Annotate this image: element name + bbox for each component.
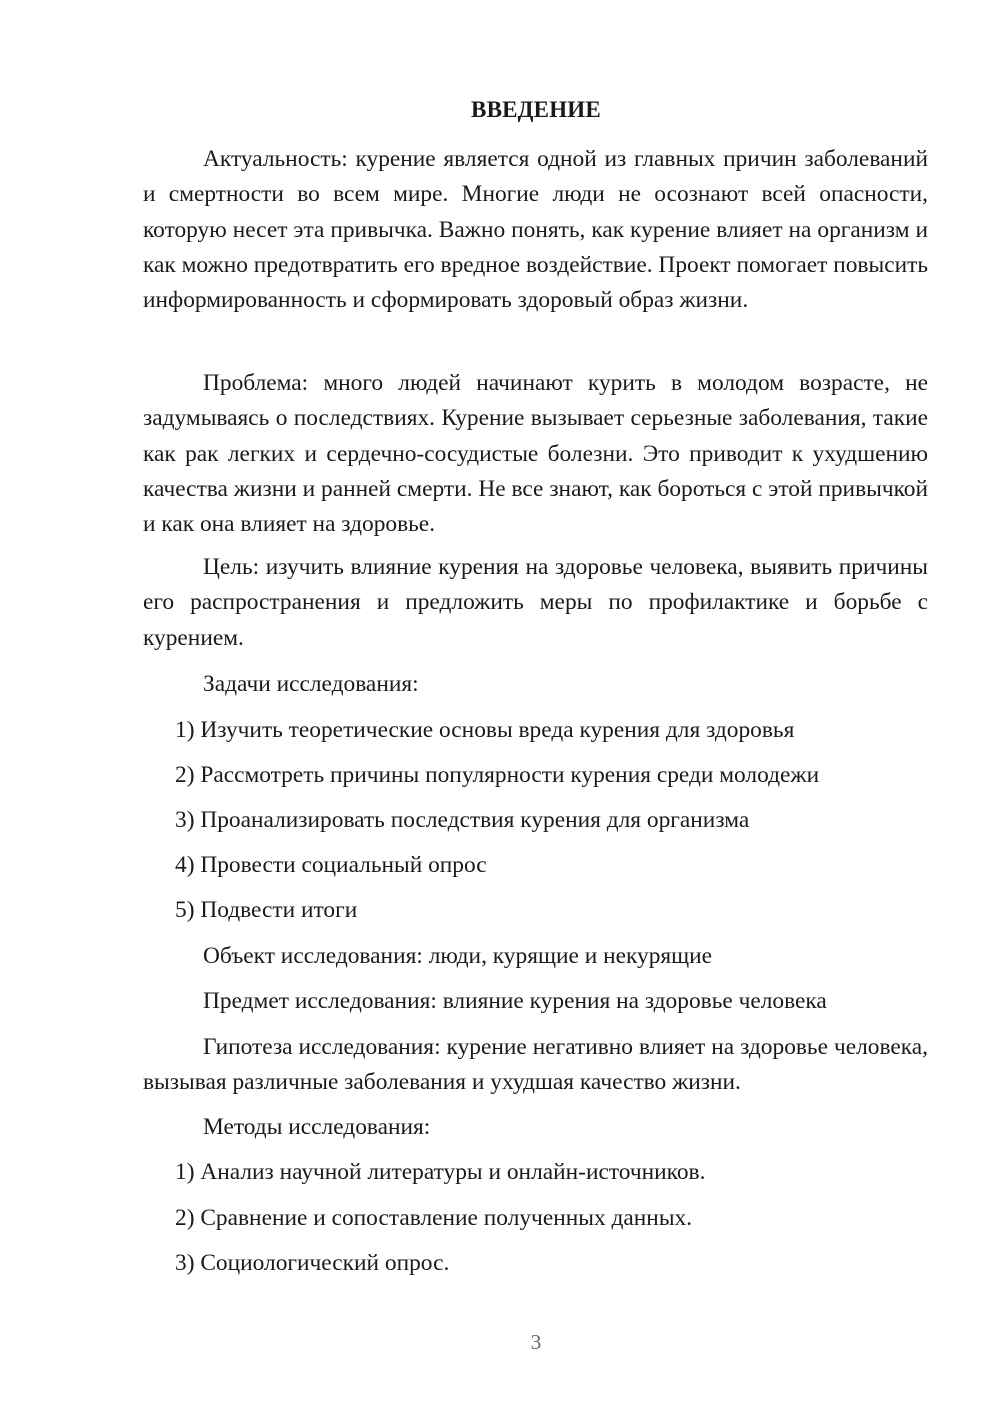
method-item: 3) Социологический опрос.: [175, 1250, 450, 1276]
method-item: 1) Анализ научной литературы и онлайн-источников.: [175, 1159, 706, 1185]
task-item: 5) Подвести итоги: [175, 897, 358, 923]
method-item: 2) Сравнение и сопоставление полученных данных.: [175, 1205, 693, 1231]
hypothesis-paragraph: Гипотеза исследования: курение негативно влияет на здоровье человека, вызывая различные заболевания и ухудшая качество жизни.: [143, 1034, 928, 1096]
tasks-heading: Задачи исследования:: [203, 671, 419, 697]
problem-paragraph: Проблема: много людей начинают курить в молодом возрасте, не задумываясь о последствиях. Курение вызывает серьезные заболевания, такие как рак легких и сердечно-сосудистые болезни. Это приводит к ухудшению качества жизни и ранней смерти. Не все знают, как бороться с этой привычкой и как она влияет на здоровье.: [143, 370, 928, 538]
task-item: 3) Проанализировать последствия курения для организма: [175, 807, 750, 833]
goal-paragraph: Цель: изучить влияние курения на здоровье человека, выявить причины его распространения и предложить меры по профилактике и борьбе с курением.: [143, 554, 928, 651]
methods-heading: Методы исследования:: [203, 1114, 431, 1140]
research-object: Объект исследования: люди, курящие и некурящие: [203, 943, 713, 969]
relevance-paragraph: Актуальность: курение является одной из главных причин заболеваний и смертности во всем мире. Многие люди не осознают всей опасности, которую несет эта привычка. Важно понять, как курение влияет на организм и как можно предотвратить его вредное воздействие. Проект помогает повысить информированность и сформировать здоровый образ жизни.: [143, 146, 928, 314]
task-item: 1) Изучить теоретические основы вреда курения для здоровья: [175, 717, 795, 743]
section-title: ВВЕДЕНИЕ: [471, 97, 601, 122]
task-item: 2) Рассмотреть причины популярности курения среди молодежи: [175, 762, 820, 788]
research-subject: Предмет исследования: влияние курения на здоровье человека: [203, 988, 827, 1014]
task-item: 4) Провести социальный опрос: [175, 852, 487, 878]
page-number: 3: [530, 1330, 542, 1354]
